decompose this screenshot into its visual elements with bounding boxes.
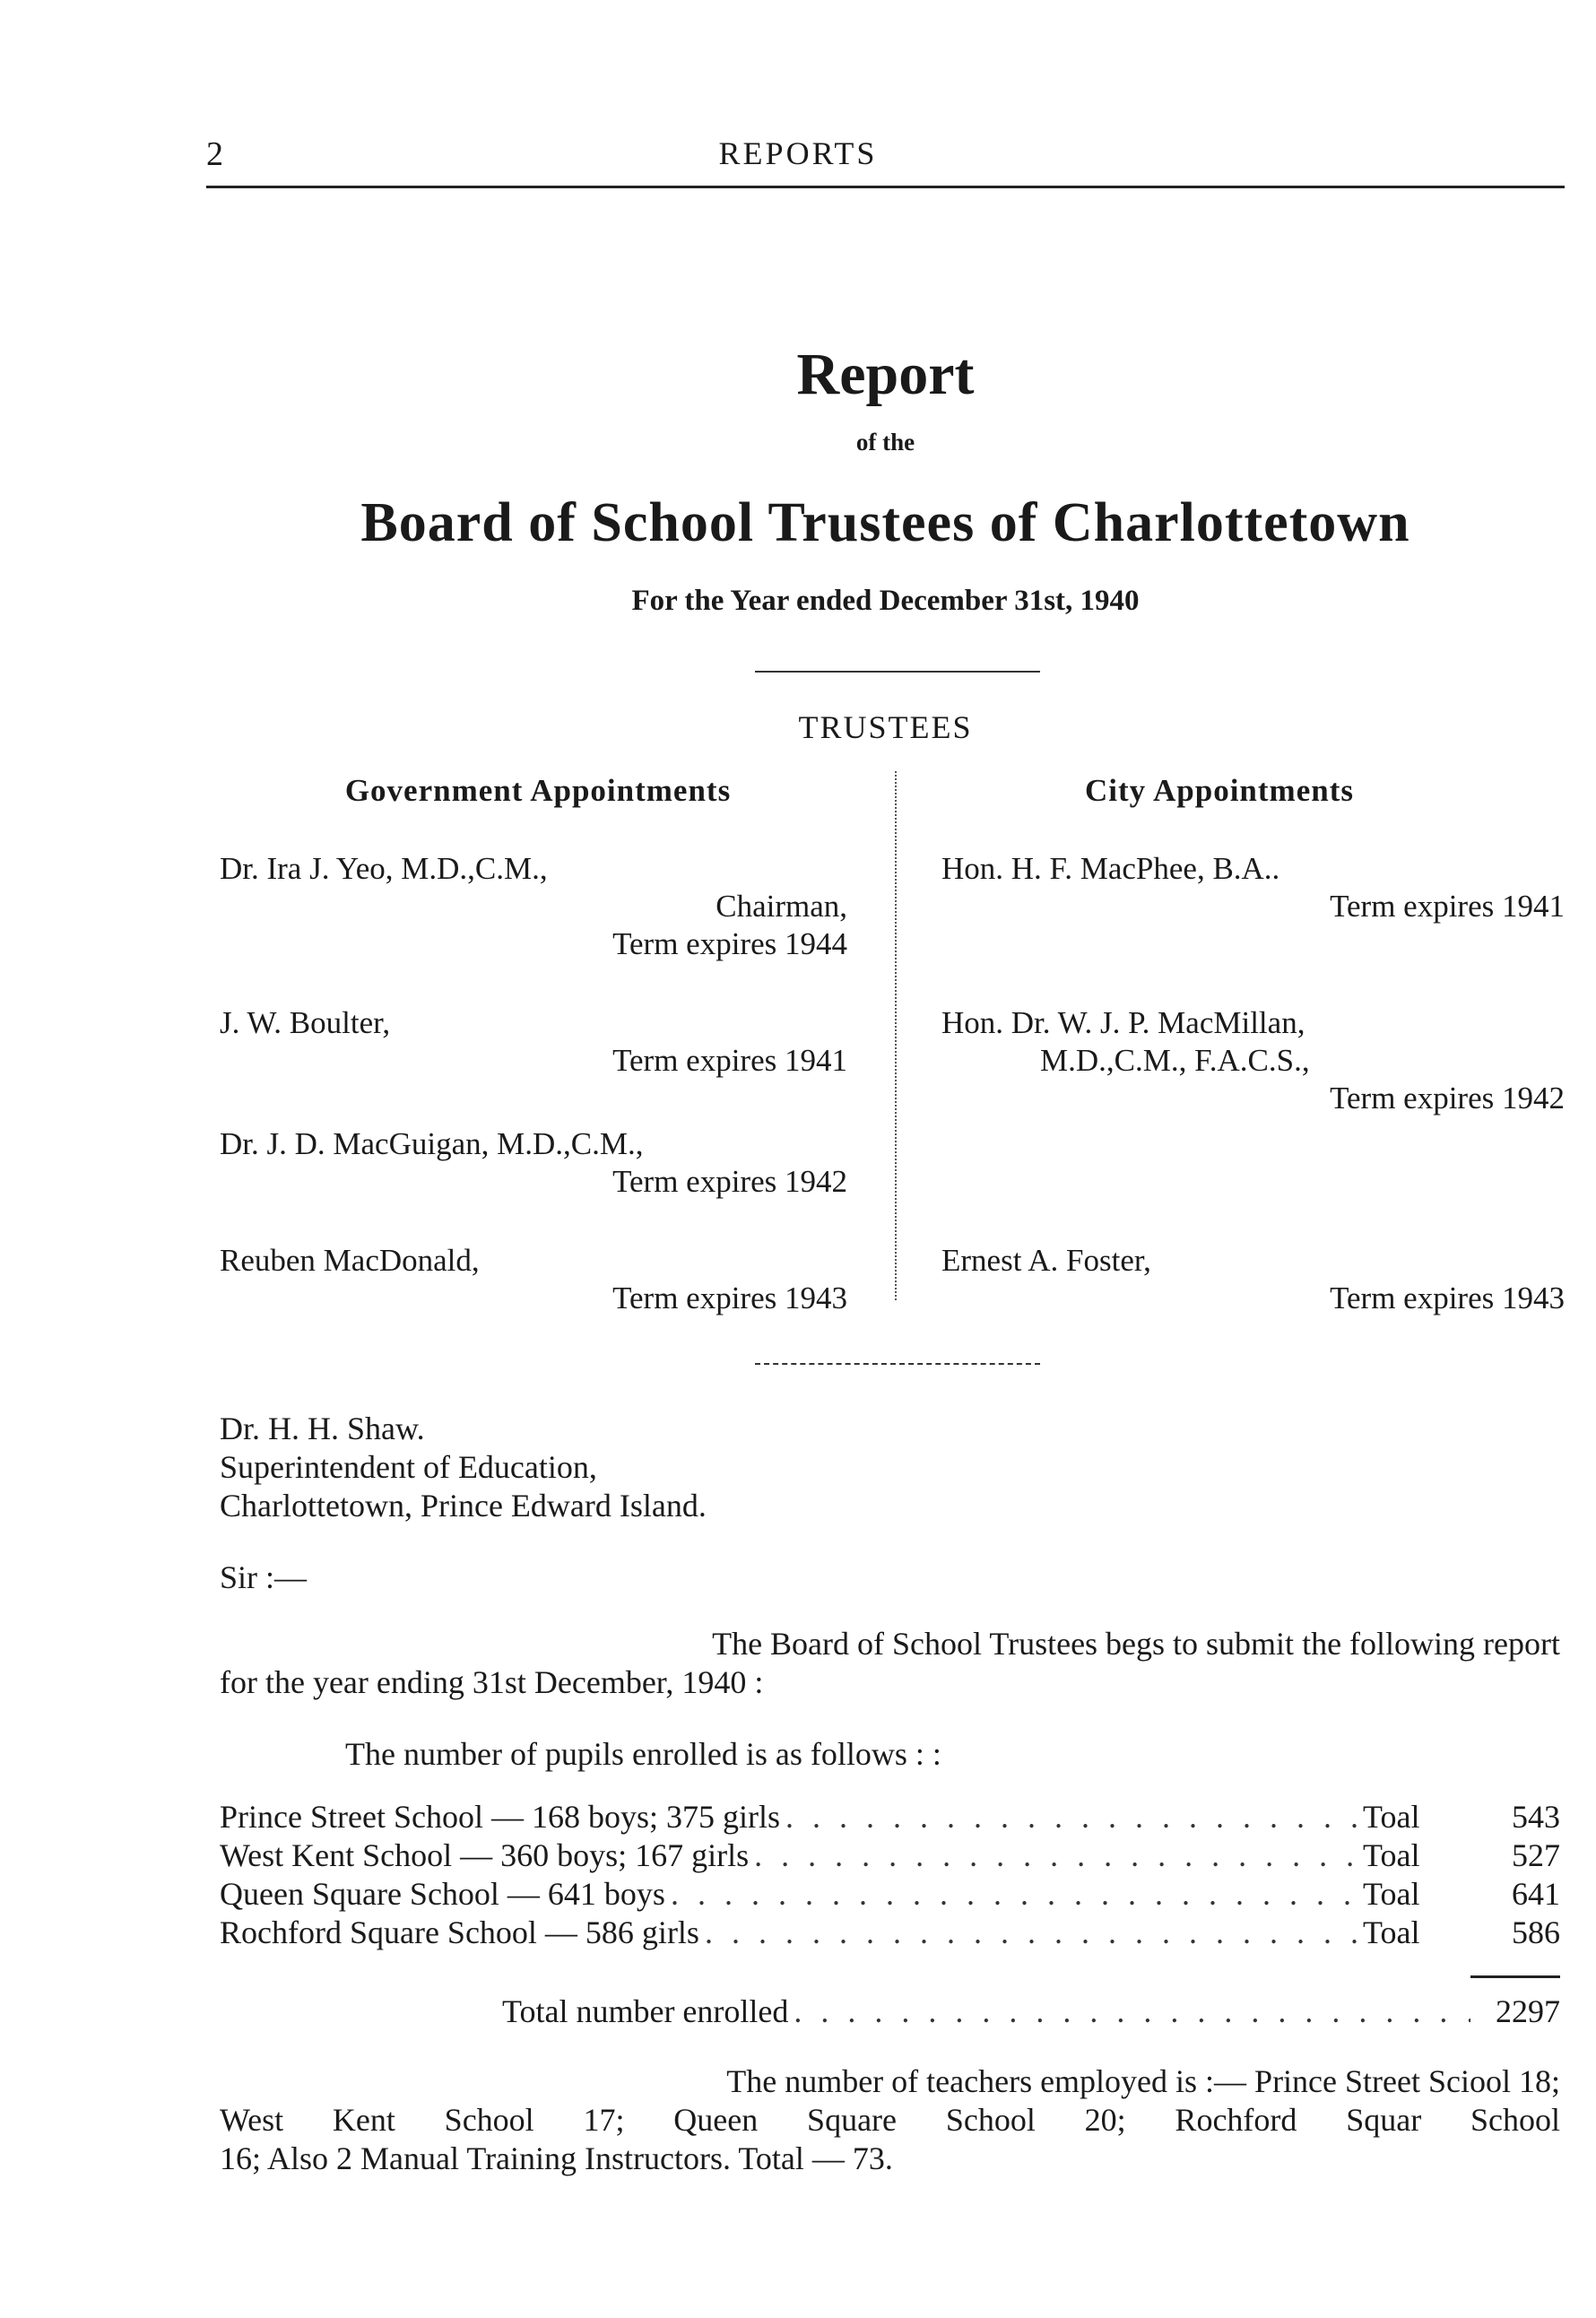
trustee-credentials: M.D.,C.M., F.A.C.S., xyxy=(1040,1043,1310,1078)
trustee-entry xyxy=(941,1004,1565,1117)
total-label: Toal xyxy=(1363,1799,1420,1835)
school-total: 543 xyxy=(1512,1799,1560,1835)
school-total: 641 xyxy=(1512,1876,1560,1912)
addressee-block xyxy=(220,1410,707,1525)
trustee-name: Reuben MacDonald, xyxy=(220,1243,480,1278)
intro-line: The Board of School Trustees begs to submit the following report xyxy=(712,1626,1560,1662)
intro-line: for the year ending 31st December, 1940 : xyxy=(220,1664,764,1700)
grand-total-value: 2297 xyxy=(1496,1993,1560,2029)
trustee-name: Hon. Dr. W. J. P. MacMillan, xyxy=(941,1005,1305,1040)
enrolled-intro: The number of pupils enrolled is as follows : : xyxy=(345,1736,941,1772)
trustee-name: Dr. Ira J. Yeo, M.D.,C.M., xyxy=(220,851,548,886)
enrollment-row xyxy=(220,1875,1560,1914)
enrollment-row xyxy=(220,1836,1560,1875)
trustee-entry xyxy=(220,850,847,963)
addressee-name: Dr. H. H. Shaw. xyxy=(220,1411,425,1446)
government-appointments-heading: Government Appointments xyxy=(344,773,732,808)
trustee-entry xyxy=(941,1242,1565,1317)
report-title-board: Board of School Trustees of Charlottetown xyxy=(360,492,1410,553)
grand-total-row xyxy=(220,1992,1560,2030)
teachers-line: 16; Also 2 Manual Training Instructors. Total — 73. xyxy=(220,2140,893,2176)
trustee-term: Term expires 1942 xyxy=(1330,1081,1565,1116)
addressee-title: Superintendent of Education, xyxy=(220,1449,597,1485)
teachers-paragraph xyxy=(220,2062,1560,2178)
trustee-name: Hon. H. F. MacPhee, B.A.. xyxy=(941,851,1280,886)
enrollment-row xyxy=(220,1798,1560,1836)
trustee-role: Chairman, xyxy=(716,889,847,924)
trustee-term: Term expires 1941 xyxy=(612,1043,847,1078)
section-divider xyxy=(755,1363,1040,1365)
city-appointments-heading: City Appointments xyxy=(1085,773,1354,808)
report-title-connector: of the xyxy=(855,429,915,456)
trustee-name: Dr. J. D. MacGuigan, M.D.,C.M., xyxy=(220,1126,644,1161)
trustee-term: Term expires 1943 xyxy=(1330,1281,1565,1315)
total-label: Toal xyxy=(1363,1876,1420,1912)
running-title: REPORTS xyxy=(718,135,878,171)
report-title-year: For the Year ended December 31st, 1940 xyxy=(631,585,1140,617)
school-enrollment: Prince Street School — 168 boys; 375 girls xyxy=(220,1799,780,1835)
dot-leader xyxy=(788,1992,1470,2030)
page-number: 2 xyxy=(206,135,223,173)
teachers-line: West Kent School 17; Queen Square School 20; Rochford Squar School xyxy=(220,2102,1560,2138)
trustee-entry xyxy=(220,1125,847,1201)
addressee-location: Charlottetown, Prince Edward Island. xyxy=(220,1488,707,1524)
column-divider xyxy=(895,771,897,1300)
trustee-entry xyxy=(220,1004,847,1080)
dot-leader xyxy=(665,1875,1363,1913)
enrollment-row xyxy=(220,1914,1560,1952)
trustee-name: J. W. Boulter, xyxy=(220,1005,391,1040)
trustee-entry xyxy=(220,1242,847,1317)
teachers-line: The number of teachers employed is :— Prince Street Sciool 18; xyxy=(726,2063,1560,2099)
report-title: Report xyxy=(796,342,975,407)
total-label: Toal xyxy=(1363,1914,1420,1950)
trustee-term: Term expires 1944 xyxy=(612,926,847,961)
intro-paragraph xyxy=(220,1625,1560,1702)
school-total: 586 xyxy=(1512,1914,1560,1950)
dot-leader xyxy=(780,1798,1363,1836)
sum-rule xyxy=(1470,1975,1560,1978)
trustees-heading: TRUSTEES xyxy=(798,709,973,745)
dot-leader xyxy=(699,1914,1363,1951)
trustee-name: Ernest A. Foster, xyxy=(941,1243,1151,1278)
total-label: Toal xyxy=(1363,1837,1420,1873)
school-enrollment: Rochford Square School — 586 girls xyxy=(220,1914,699,1950)
trustee-entry xyxy=(941,850,1565,925)
school-total: 527 xyxy=(1512,1837,1560,1873)
school-enrollment: West Kent School — 360 boys; 167 girls xyxy=(220,1837,750,1873)
school-enrollment: Queen Square School — 641 boys xyxy=(220,1876,665,1912)
trustee-term: Term expires 1941 xyxy=(1330,889,1565,924)
dot-leader xyxy=(749,1836,1363,1874)
header-rule xyxy=(206,186,1565,188)
trustee-term: Term expires 1942 xyxy=(612,1164,847,1199)
grand-total-label: Total number enrolled xyxy=(502,1993,789,2029)
trustee-term: Term expires 1943 xyxy=(612,1281,847,1315)
salutation: Sir :— xyxy=(220,1559,308,1595)
title-divider xyxy=(755,671,1040,673)
